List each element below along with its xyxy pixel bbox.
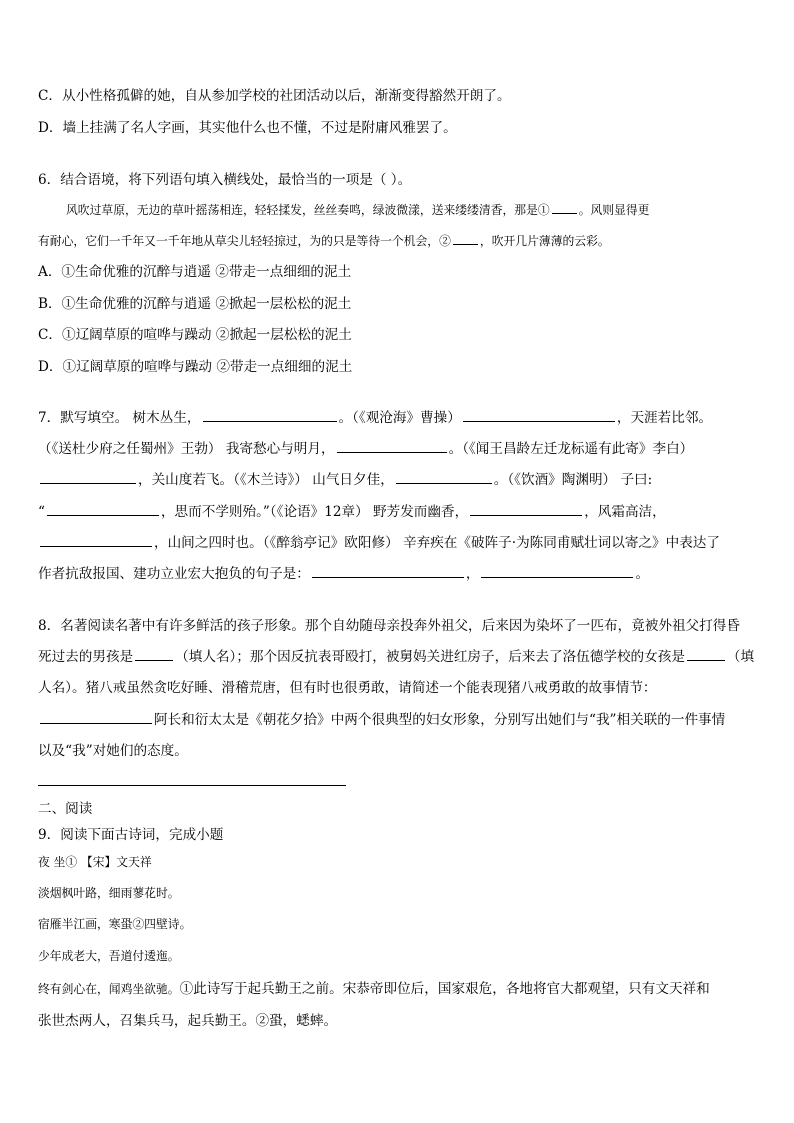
q7-line-5: ，山间之四时也。（《醉翁亭记》欧阳修） 辛弃疾在《破阵子·为陈同甫赋壮词以寄之》中表达了 (38, 531, 720, 551)
answer-blank[interactable] (337, 439, 447, 453)
poem-title: 夜 坐① 【宋】文天祥 (38, 855, 152, 869)
q7-line-3: ，关山度若飞。（《木兰诗》） 山气日夕佳， 。（《饮酒》陶渊明） 子曰: (38, 468, 652, 488)
poem-line-2: 宿雁半江画，寒蛩②四壁诗。 (38, 917, 192, 931)
q9-stem: 9．阅读下面古诗词，完成小题 (38, 827, 224, 843)
answer-blank[interactable] (40, 470, 136, 484)
section-title: 二、阅读 (38, 801, 93, 817)
answer-blank[interactable] (312, 564, 464, 578)
q8-line-3: 人名）。猪八戒虽然贪吃好睡、滑稽荒唐，但有时也很勇敢，请简述一个能表现猪八戒勇敢的故事情节： (38, 680, 657, 696)
q6-passage-line-1: 风吹过草原，无边的草叶摇荡相连，轻轻揉发，丝丝奏鸣，绿波微漾，送来缕缕清香，那是① 。风则显得更 (66, 200, 649, 218)
poem-line-4-with-note: 终有剑心在，闻鸡坐欲驰。①此诗写于起兵勤王之前。宋恭帝即位后，国家艰危，各地将官大都观望，只有文天祥和 (38, 981, 710, 997)
q7-line-4: “ ，思而不学则殆。”（《论语》12章） 野芳发而幽香， ，风霜高洁， (38, 504, 666, 520)
q5-option-c: C．从小性格孤僻的她，自从参加学校的社团活动以后，渐渐变得豁然开朗了。 (38, 88, 511, 104)
answer-blank[interactable] (453, 231, 478, 245)
answer-blank[interactable] (203, 408, 337, 422)
answer-line[interactable] (38, 785, 346, 786)
answer-blank[interactable] (463, 408, 615, 422)
q6-option-d: D．①辽阔草原的喧哗与躁动 ②带走一点细细的泥土 (38, 359, 353, 375)
answer-blank[interactable] (135, 647, 173, 661)
q7-line-1: 7．默写填空。 树木丛生， 。（《观沧海》曹操） ，天涯若比邻。 (38, 410, 713, 426)
q6-option-b: B．①生命优雅的沉醉与逍遥 ②掀起一层松松的泥土 (38, 296, 352, 312)
q8-line-2: 死过去的男孩是 （填人名）；那个因反抗表哥殴打，被舅妈关进红房子，后来去了洛伍德学校的女孩是 （填 (38, 649, 755, 665)
poem-line-3: 少年成老大，吾道付逶迤。 (38, 949, 180, 963)
q7-line-2: （《送杜少府之任蜀州》王勃） 我寄愁心与明月， 。（《闻王昌龄左迁龙标遥有此寄》李白） (38, 441, 694, 457)
poem-line-1: 淡烟枫叶路，细雨蓼花时。 (38, 886, 180, 900)
answer-blank[interactable] (40, 533, 152, 547)
q6-stem: 6．结合语境，将下列语句填入横线处，最恰当的一项是（ ）。 (38, 172, 412, 188)
q8-line-4: 阿长和衍太太是《朝花夕拾》中两个很典型的妇女形象，分别写出她们与“我”相关联的一件事情 (38, 708, 725, 728)
q6-option-c: C．①辽阔草原的喧哗与躁动 ②掀起一层松松的泥土 (38, 327, 352, 343)
answer-blank[interactable] (40, 710, 152, 724)
q8-line-1: 8．名著阅读名著中有许多鲜活的孩子形象。那个自幼随母亲投奔外祖父，后来因为染坏了一匹布，竟被外祖父打得昏 (38, 618, 740, 634)
answer-blank[interactable] (481, 564, 633, 578)
answer-blank[interactable] (47, 502, 159, 516)
q6-option-a: A．①生命优雅的沉醉与逍遥 ②带走一点细细的泥土 (38, 264, 352, 280)
q5-option-d: D．墙上挂满了名人字画，其实他什么也不懂，不过是附庸风雅罢了。 (38, 120, 457, 136)
q7-line-6: 作者抗敌报国、建功立业宏大抱负的句子是： ， 。 (38, 566, 650, 582)
answer-blank[interactable] (552, 200, 577, 214)
q6-passage-line-2: 有耐心，它们一千年又一千年地从草尖儿轻轻掠过，为的只是等待一个机会，② ，吹开几片薄薄的云彩。 (38, 231, 610, 249)
answer-blank[interactable] (396, 470, 492, 484)
poem-note-line-2: 张世杰两人，召集兵马，起兵勤王。②蛩，蟋蟀。 (38, 1013, 338, 1029)
q8-line-5: 以及“我”对她们的态度。 (38, 743, 188, 759)
answer-blank[interactable] (687, 647, 725, 661)
answer-blank[interactable] (470, 502, 582, 516)
